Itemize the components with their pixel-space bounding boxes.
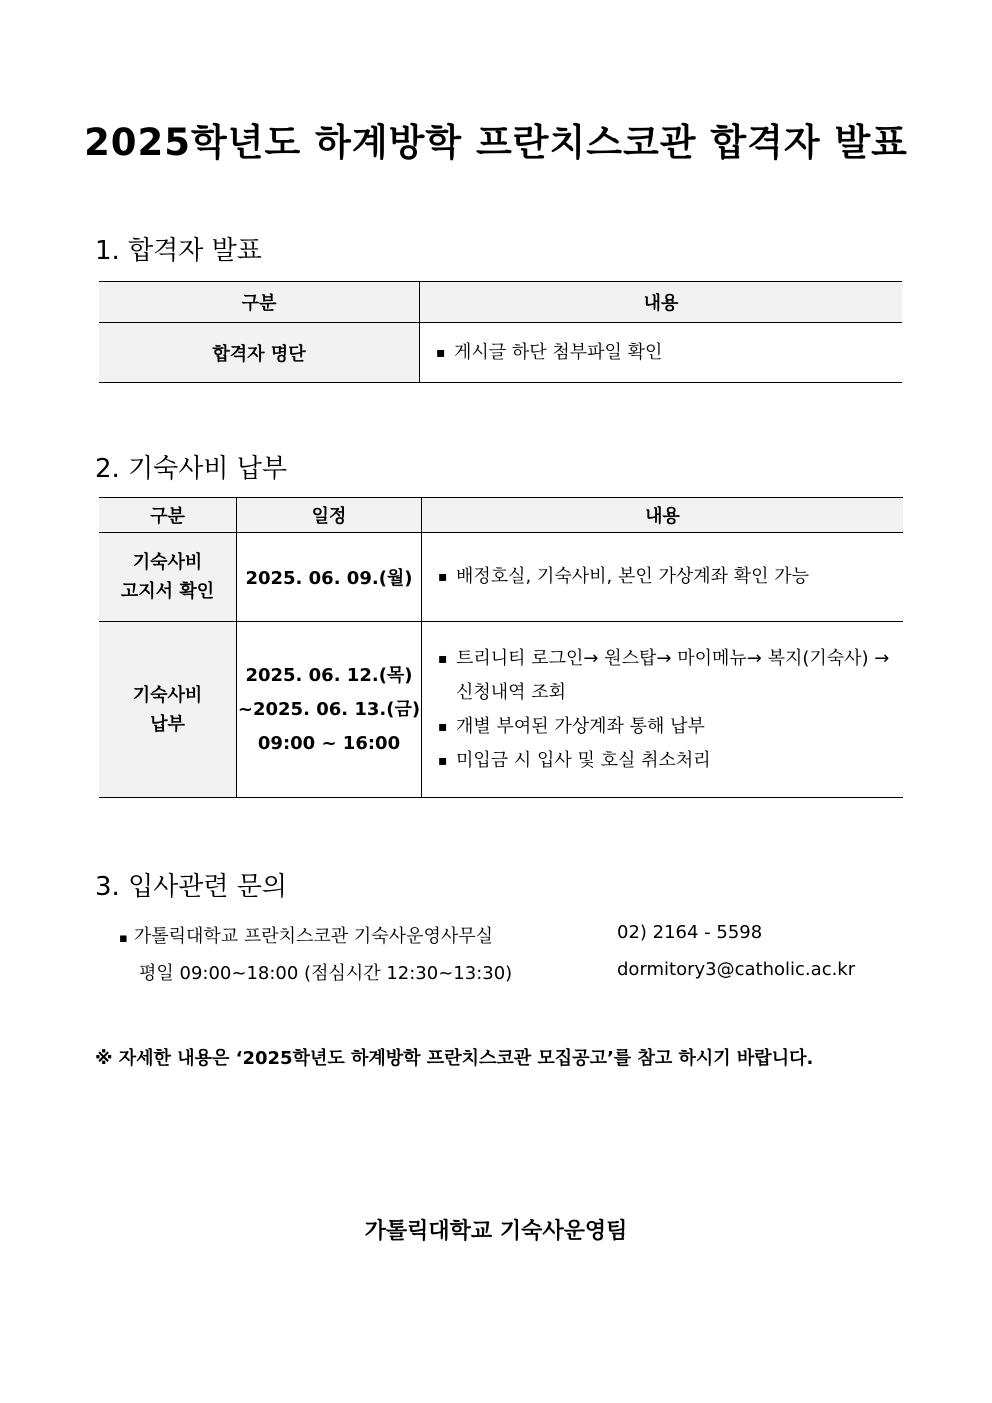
section3-heading: 3. 입사관련 문의	[95, 872, 288, 902]
section1-table	[99, 281, 902, 383]
section1-header-category: 구분	[99, 282, 420, 323]
list-item: ▪ 개별 부여된 가상계좌 통해 납부	[438, 710, 903, 744]
section1-heading: 1. 합격자 발표	[95, 236, 262, 266]
section2-row2-schedule: 2025. 06. 12.(목) ~2025. 06. 13.(금) 09:00 ~ 16:00	[237, 622, 422, 798]
section1-row-category: 합격자 명단	[99, 323, 420, 383]
contact-email[interactable]: dormitory3@catholic.ac.kr	[617, 959, 856, 980]
section2-table	[99, 497, 903, 798]
section2-row1-schedule: 2025. 06. 09.(월)	[237, 533, 422, 622]
contact-office: ▪ 가톨릭대학교 프란치스코관 기숙사운영사무실	[119, 926, 494, 947]
list-item: ▪ 미입금 시 입사 및 호실 취소처리	[438, 744, 903, 778]
contact-phone: 02) 2164 - 5598	[617, 922, 763, 943]
section2-row1-content	[422, 533, 904, 622]
section2-header-schedule: 일정	[237, 498, 422, 533]
footer-signature: 가톨릭대학교 기숙사운영팀	[364, 1219, 628, 1244]
section2-row2-content	[422, 622, 904, 798]
section2-row2-category: 기숙사비 납부	[99, 622, 237, 798]
list-item: ▪ 트리니티 로그인→ 원스탑→ 마이메뉴→ 복지(기숙사) → 신청내역 조회	[438, 642, 903, 710]
section2-row1-category: 기숙사비 고지서 확인	[99, 533, 237, 622]
section2-header-content: 내용	[422, 498, 904, 533]
section2-header-category: 구분	[99, 498, 237, 533]
section1-header-content: 내용	[420, 282, 903, 323]
contact-hours: 평일 09:00~18:00 (점심시간 12:30~13:30)	[139, 963, 513, 984]
section2-heading: 2. 기숙사비 납부	[95, 454, 288, 484]
reference-note: ※ 자세한 내용은 ‘2025학년도 하계방학 프란치스코관 모집공고’를 참고 하시기 바랍니다.	[95, 1048, 814, 1069]
list-item: ▪ 배정호실, 기숙사비, 본인 가상계좌 확인 가능	[438, 560, 903, 594]
section1-row-content	[420, 323, 903, 383]
list-item: ▪ 게시글 하단 첨부파일 확인	[436, 336, 902, 370]
page-title: 2025학년도 하계방학 프란치스코관 합격자 발표	[84, 121, 908, 164]
